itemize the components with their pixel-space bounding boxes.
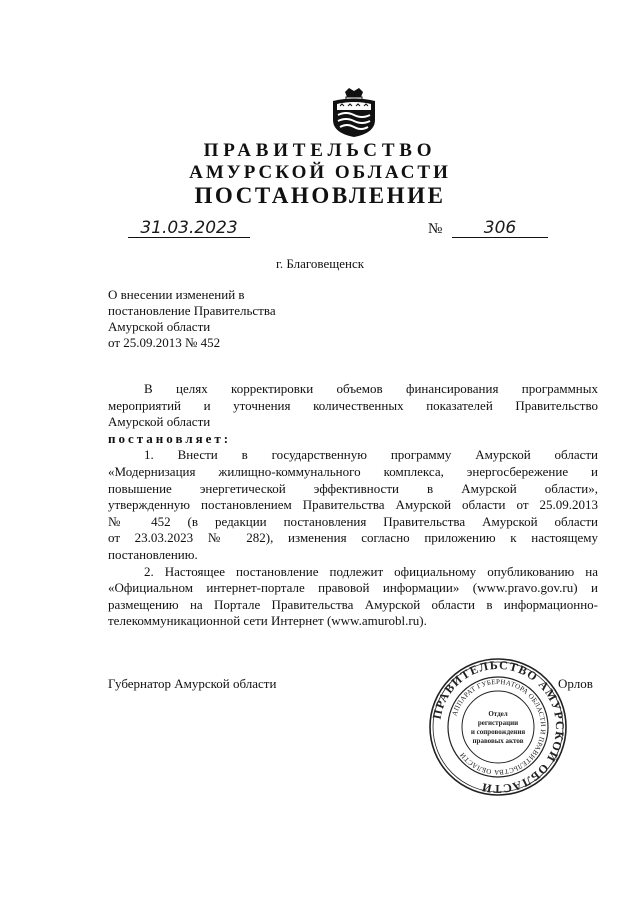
preamble-line: В целях корректировки объемов финансирования программных xyxy=(144,381,598,396)
subject-block xyxy=(108,287,276,351)
signatory-name: Орлов xyxy=(558,676,593,691)
document-body xyxy=(108,381,598,630)
document-number: 306 xyxy=(452,219,548,238)
clause1-line: № 452 (в редакции постановления Правительства Амурской области xyxy=(108,513,598,529)
decree-word: постановляет: xyxy=(108,430,232,446)
stamp-inner-text: АППАРАТ ГУБЕРНАТОРА ОБЛАСТИ И ПРАВИТЕЛЬСТВА ОБЛАСТИ xyxy=(450,677,548,777)
preamble-line: Амурской области xyxy=(108,414,211,430)
clause1-line: 1. Внести в государственную программу Амурской области xyxy=(144,447,598,463)
clause1-line: повышение энергетической эффективности в Амурской области», xyxy=(108,480,598,496)
coat-of-arms-icon xyxy=(331,88,377,138)
clause2-line: размещению на Портале Правительства Амурской области в информационно- xyxy=(108,596,598,612)
clause2-line: «Официальном интернет-портале правовой информации» (www.pravo.gov.ru) и xyxy=(108,580,598,596)
clause2-line: 2. Настоящее постановление подлежит официальному опубликованию на xyxy=(144,563,598,579)
clause1-line: утвержденную постановлением Правительства Амурской области от 25.09.2013 xyxy=(108,497,598,513)
signatory-title: Губернатор Амурской области xyxy=(108,676,277,691)
stamp-center-line: и сопровождения xyxy=(470,728,526,736)
city-line: г. Благовещенск xyxy=(275,256,365,271)
clause1-line: «Модернизация жилищно-коммунального комплекса, энергосбережение и xyxy=(108,463,598,479)
number-label: № xyxy=(428,221,443,237)
official-seal-stamp xyxy=(428,657,568,797)
preamble-line: мероприятий и уточнения количественных показателей Правительство xyxy=(108,397,598,413)
clause1-line: от 23.03.2023 № 282), изменения согласно приложению к настоящему xyxy=(108,530,598,546)
stamp-center-line: правовых актов xyxy=(472,737,524,745)
clause2-line: телекоммуникационной сети Интернет (www.amurobl.ru). xyxy=(108,613,427,629)
stamp-outer-text: ПРАВИТЕЛЬСТВО АМУРСКОЙ ОБЛАСТИ xyxy=(429,657,568,797)
stamp-center-line: регистрации xyxy=(477,719,519,727)
clause1-line: постановлению. xyxy=(108,546,198,562)
subject-line: от 25.09.2013 № 452 xyxy=(108,335,221,350)
subject-line: О внесении изменений в xyxy=(108,287,245,302)
document-date: 31.03.2023 xyxy=(128,219,250,238)
subject-line: постановление Правительства xyxy=(108,303,276,318)
org-name-line1: ПРАВИТЕЛЬСТВО xyxy=(203,140,437,161)
org-name-line2: АМУРСКОЙ ОБЛАСТИ xyxy=(189,162,451,183)
stamp-center-line: Отдел xyxy=(488,710,508,718)
subject-line: Амурской области xyxy=(108,319,211,334)
document-type: ПОСТАНОВЛЕНИЕ xyxy=(194,183,446,208)
